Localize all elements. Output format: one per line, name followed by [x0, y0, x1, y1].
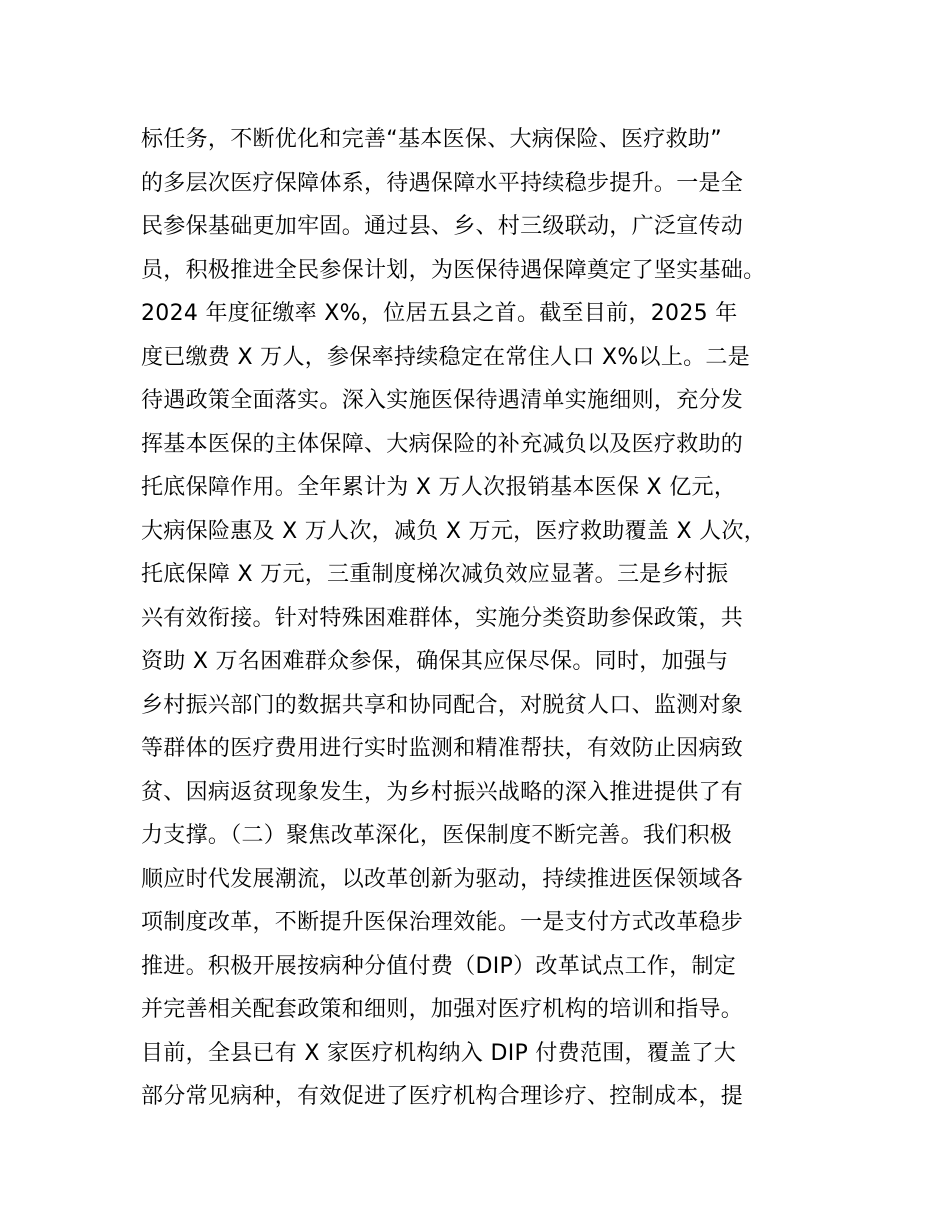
text-line: 度已缴费 X 万人，参保率持续稳定在常住人口 X%以上。二是	[141, 344, 751, 370]
text-line: 待遇政策全面落实。深入实施医保待遇清单实施细则，充分发	[141, 388, 744, 413]
text-line: 目前，全县已有 X 家医疗机构纳入 DIP 付费范围，覆盖了大	[141, 1040, 737, 1066]
text-line: 兴有效衔接。针对特殊困难群体，实施分类资助参保政策，共	[141, 605, 744, 631]
text-line: 部分常见病种，有效促进了医疗机构合理诊疗、控制成本，提	[141, 1084, 744, 1109]
text-line: 挥基本医保的主体保障、大病保险的补充减负以及医疗救助的	[141, 431, 744, 457]
text-line: 民参保基础更加牢固。通过县、乡、村三级联动，广泛宣传动	[141, 214, 744, 239]
text-line: 员，积极推进全民参保计划，为医保待遇保障奠定了坚实基础。	[141, 257, 766, 283]
text-line: 并完善相关配套政策和细则，加强对医疗机构的培训和指导。	[141, 997, 744, 1022]
text-line: 托底保障作用。全年累计为 X 万人次报销基本医保 X 亿元，	[141, 475, 737, 500]
text-line: 等群体的医疗费用进行实时监测和精准帮扶，有效防止因病致	[141, 736, 744, 761]
text-line: 2024 年度征缴率 X%，位居五县之首。截至目前，2025 年	[141, 301, 738, 326]
text-line: 大病保险惠及 X 万人次，减负 X 万元，医疗救助覆盖 X 人次，	[141, 518, 767, 544]
text-line: 贫、因病返贫现象发生，为乡村振兴战略的深入推进提供了有	[141, 779, 744, 805]
body-paragraph	[141, 118, 841, 1119]
text-line: 乡村振兴部门的数据共享和协同配合，对脱贫人口、监测对象	[141, 692, 744, 718]
text-line: 顺应时代发展潮流，以改革创新为驱动，持续推进医保领域各	[141, 866, 744, 892]
text-line: 标任务，不断优化和完善“基本医保、大病保险、医疗救助”	[141, 127, 722, 152]
text-line: 资助 X 万名困难群众参保，确保其应保尽保。同时，加强与	[141, 649, 729, 674]
text-line: 的多层次医疗保障体系，待遇保障水平持续稳步提升。一是全	[141, 170, 744, 196]
text-line: 托底保障 X 万元，三重制度梯次减负效应显著。三是乡村振	[141, 562, 729, 587]
text-line: 推进。积极开展按病种分值付费（DIP）改革试点工作，制定	[141, 953, 737, 979]
text-line: 项制度改革，不断提升医保治理效能。一是支付方式改革稳步	[141, 910, 744, 935]
text-line: 力支撑。（二）聚焦改革深化，医保制度不断完善。我们积极	[141, 823, 733, 848]
